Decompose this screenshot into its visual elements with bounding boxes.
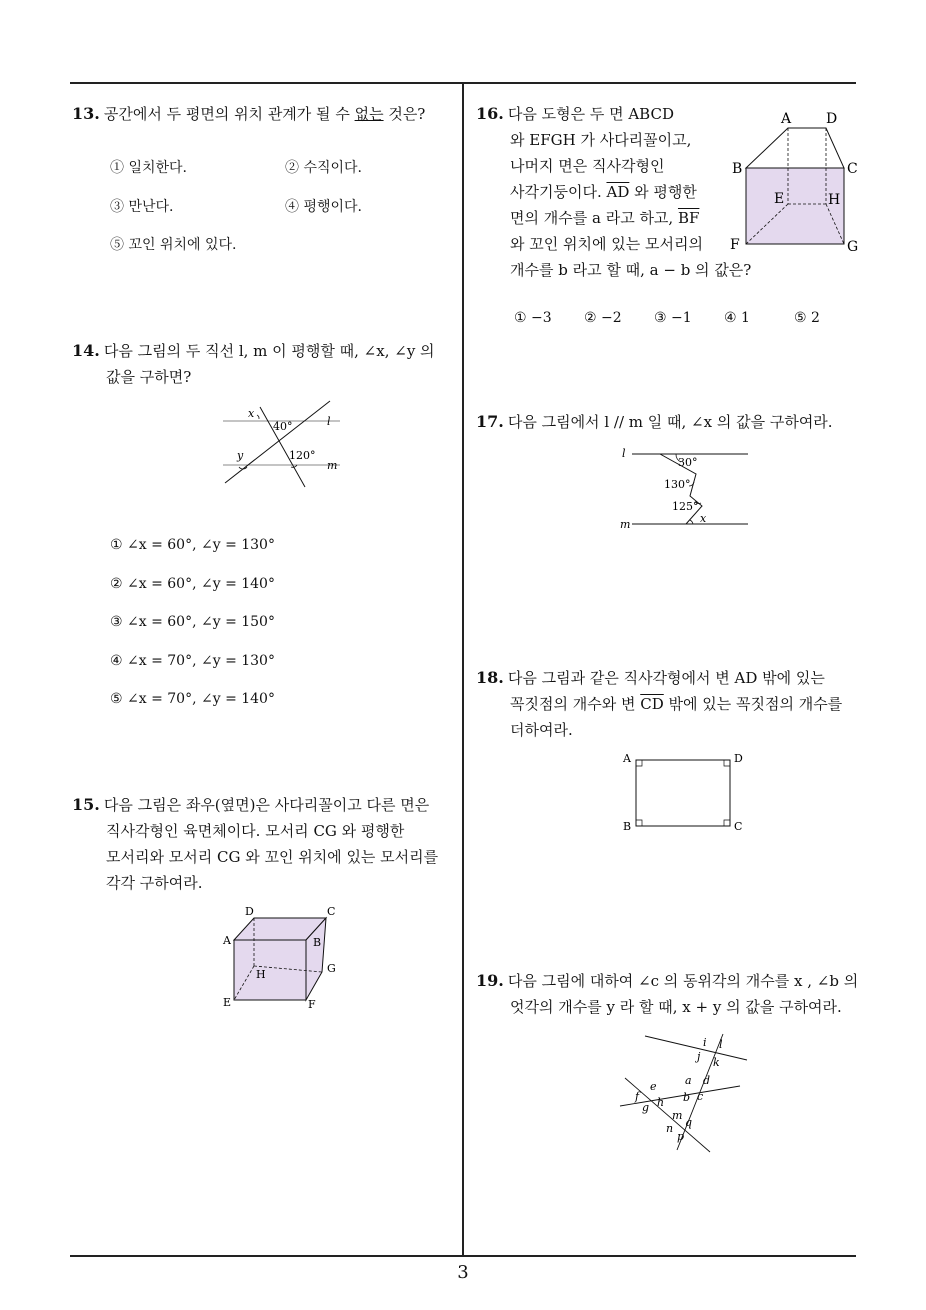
q16-prism-figure — [726, 106, 866, 258]
q17-figure — [618, 444, 753, 532]
label-E: E — [774, 191, 785, 207]
label-e: e — [650, 1080, 657, 1093]
column-divider — [462, 82, 464, 1257]
question-19: 19. 다음 그림에 대하여 ∠c 의 동위각의 개수를 x , ∠b 의 엇각의 개수를 y 라 할 때, x + y 의 값을 구하여라. — [476, 971, 859, 1016]
label-F: F — [730, 237, 740, 253]
option-2[interactable]: ② −2 — [584, 310, 622, 326]
option-1[interactable]: ① ∠x = 60°, ∠y = 130° — [110, 537, 275, 553]
label-a: a — [685, 1074, 692, 1087]
label-l: l — [622, 447, 626, 460]
question-number: 17. — [476, 412, 504, 431]
label-g: g — [642, 1101, 650, 1114]
label-130: 130° — [664, 478, 691, 491]
question-number: 19. — [476, 971, 504, 990]
label-y: y — [237, 449, 244, 462]
overline-BF: $\overline{BF}$ — [677, 209, 700, 227]
underlined-word: 없는 — [354, 105, 384, 123]
question-18: 18. 다음 그림과 같은 직사각형에서 변 AD 밖에 있는 꼭짓점의 개수와 변 $\overline{CD}$ 밖에 있는 꼭짓점의 개수를 더하여라. — [476, 668, 843, 739]
question-number: 15. — [72, 795, 100, 814]
label-h: h — [657, 1096, 665, 1109]
question-17: 17. 다음 그림에서 l // m 일 때, ∠x 의 값을 구하여라. — [476, 412, 833, 431]
label-G: G — [327, 962, 336, 975]
label-40: 40° — [273, 420, 293, 433]
label-f: f — [635, 1090, 640, 1103]
label-x: x — [248, 407, 255, 420]
label-l: l — [327, 415, 331, 428]
label-D: D — [734, 752, 743, 765]
question-15: 15. 다음 그림은 좌우(옆면)은 사다리꼴이고 다른 면은 직사각형인 육면체이다. 모서리 CG 와 평행한 모서리와 모서리 CG 와 꼬인 위치에 있는 모서리를 각각 구하여라. — [72, 795, 439, 892]
label-j: j — [697, 1050, 701, 1063]
label-i: i — [703, 1036, 707, 1049]
option-2[interactable]: ② 수직이다. — [285, 160, 362, 176]
bottom-rule — [70, 1255, 856, 1257]
label-G: G — [847, 239, 859, 255]
label-x: x — [700, 512, 707, 525]
label-k: k — [713, 1056, 720, 1069]
label-b: b — [683, 1091, 691, 1104]
option-5[interactable]: ⑤ 2 — [794, 310, 820, 326]
label-125: 125° — [672, 500, 699, 513]
overline-CD: $\overline{CD}$ — [640, 695, 664, 713]
label-q: q — [685, 1116, 693, 1129]
option-4[interactable]: ④ 평행이다. — [285, 199, 362, 215]
q19-figure — [615, 1030, 755, 1155]
label-d: d — [703, 1074, 711, 1087]
label-H: H — [256, 968, 266, 981]
q18-rectangle-figure — [620, 750, 750, 835]
option-1[interactable]: ① −3 — [514, 310, 552, 326]
option-3[interactable]: ③ ∠x = 60°, ∠y = 150° — [110, 614, 275, 630]
label-30: 30° — [678, 456, 698, 469]
q14-figure — [215, 395, 345, 490]
label-B: B — [313, 936, 322, 949]
label-m: m — [327, 459, 338, 472]
label-H: H — [828, 192, 841, 208]
label-c: c — [697, 1090, 704, 1103]
question-13: 13. 공간에서 두 평면의 위치 관계가 될 수 없는 것은? — [72, 104, 426, 123]
label-C: C — [847, 161, 858, 177]
option-4[interactable]: ④ 1 — [724, 310, 750, 326]
question-number: 13. — [72, 104, 100, 123]
label-A: A — [223, 934, 231, 947]
option-4[interactable]: ④ ∠x = 70°, ∠y = 130° — [110, 653, 275, 669]
option-5[interactable]: ⑤ 꼬인 위치에 있다. — [110, 237, 237, 253]
label-C: C — [734, 820, 743, 833]
overline-AD: $\overline{AD}$ — [606, 183, 630, 201]
option-3[interactable]: ③ 만난다. — [110, 199, 174, 215]
label-B: B — [732, 161, 743, 177]
label-E: E — [223, 996, 232, 1009]
label-120: 120° — [289, 449, 316, 462]
label-C: C — [327, 905, 336, 918]
question-16: 16. 다음 도형은 두 면 ABCD 와 EFGH 가 사다리꼴이고, 나머지 면은 직사각형인 사각기둥이다. $\overline{AD}$ 와 평행한 면의 개수를 a 라고 하고, $\overline{BF}$ 와 꼬인 위치에 있는 모서리의 개수를 b 라고 할 때, a − b 의 값은? — [476, 104, 752, 279]
question-number: 14. — [72, 341, 100, 360]
page-number: 3 — [457, 1262, 469, 1283]
question-14: 14. 다음 그림의 두 직선 l, m 이 평행할 때, ∠x, ∠y 의 값을 구하면? — [72, 341, 435, 386]
option-3[interactable]: ③ −1 — [654, 310, 692, 326]
question-number: 16. — [476, 104, 504, 123]
label-p: p — [677, 1130, 685, 1143]
option-2[interactable]: ② ∠x = 60°, ∠y = 140° — [110, 576, 275, 592]
question-number: 18. — [476, 668, 504, 687]
label-m: m — [672, 1109, 683, 1122]
label-D: D — [245, 905, 254, 918]
label-l: l — [719, 1038, 723, 1051]
label-B: B — [623, 820, 632, 833]
label-A: A — [781, 111, 792, 127]
q15-hexahedron-figure — [220, 902, 345, 1014]
option-1[interactable]: ① 일치한다. — [110, 160, 187, 176]
label-D: D — [826, 111, 838, 127]
label-A: A — [623, 752, 631, 765]
label-m: m — [620, 518, 631, 531]
label-F: F — [308, 998, 316, 1011]
label-n: n — [666, 1122, 674, 1135]
option-5[interactable]: ⑤ ∠x = 70°, ∠y = 140° — [110, 691, 275, 707]
